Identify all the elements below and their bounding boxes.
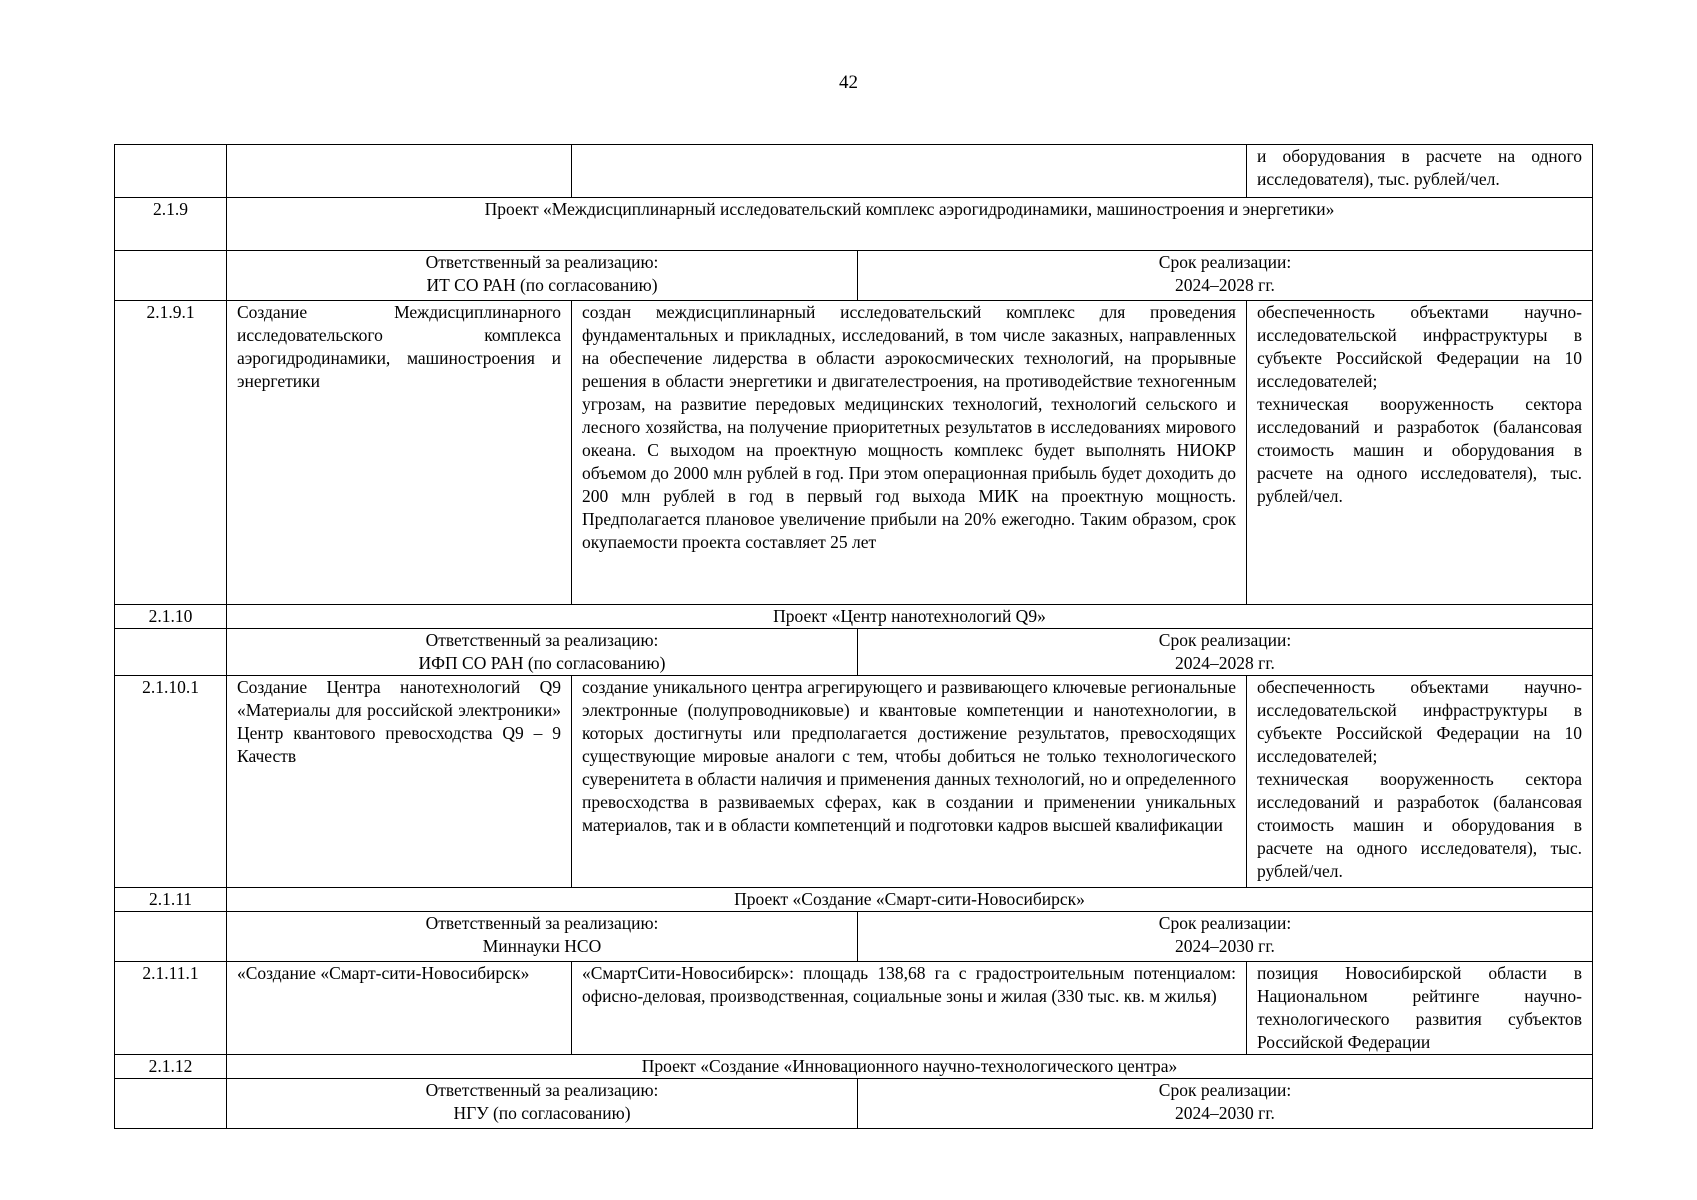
indicator-cell: и оборудования в расчете на одного исследователя), тыс. рублей/чел. — [1247, 145, 1593, 198]
item-indicator: позиция Новосибирской области в Национальном рейтинге научно-технологического развития субъектов Российской Федерации — [1247, 962, 1593, 1055]
term-cell: Срок реализации: 2024–2028 гг. — [858, 629, 1593, 676]
cell-empty — [115, 1079, 227, 1129]
cell-empty — [572, 145, 1247, 198]
term-cell: Срок реализации: 2024–2030 гг. — [858, 1079, 1593, 1129]
item-result: создание уникального центра агрегирующего и развивающего ключевые региональные электронные (полупроводниковые) и квантовые компетенции и нанотехнологии, в которых достигнуты или предполагается достижение результатов, превосходящих существующие мировые аналоги с тем, чтобы добиться не только технологического суверенитета в области наличия и применения данных технологий, но и определенного превосходства в развиваемых сферах, как в создании и применении уникальных материалов, так и в области компетенций и подготовки кадров высшей квалификации — [572, 676, 1247, 888]
table-row — [115, 676, 1593, 888]
item-name: Создание Междисциплинарного исследовательского комплекса аэрогидродинамики, машиностроения и энергетики — [227, 301, 572, 605]
page-number: 42 — [839, 72, 858, 93]
cell-empty — [115, 251, 227, 301]
term-cell: Срок реализации: 2024–2028 гг. — [858, 251, 1593, 301]
cell-empty — [115, 629, 227, 676]
responsibility-row — [115, 251, 1593, 301]
item-name: Создание Центра нанотехнологий Q9 «Материалы для российской электроники» Центр квантового превосходства Q9 – 9 Качеств — [227, 676, 572, 888]
responsibility-row — [115, 912, 1593, 962]
project-title: Проект «Создание «Смарт-сити-Новосибирск» — [227, 888, 1593, 912]
item-indicator: обеспеченность объектами научно-исследовательской инфраструктуры в субъекте Российской Федерации на 10 исследователей; техническая вооруженность сектора исследований и разработок (балансовая стоимость машин и оборудования в расчете на одного исследователя), тыс. рублей/чел. — [1247, 301, 1593, 605]
project-header-row — [115, 1055, 1593, 1079]
item-result: «СмартСити-Новосибирск»: площадь 138,68 га с градостроительным потенциалом: офисно-деловая, производственная, социальные зоны и жилая (330 тыс. кв. м жилья) — [572, 962, 1247, 1055]
item-number: 2.1.9.1 — [115, 301, 227, 605]
cell-empty — [227, 145, 572, 198]
term-cell: Срок реализации: 2024–2030 гг. — [858, 912, 1593, 962]
table-row — [115, 962, 1593, 1055]
program-table — [114, 144, 1593, 1129]
item-name: «Создание «Смарт-сити-Новосибирск» — [227, 962, 572, 1055]
responsible-cell: Ответственный за реализацию: Миннауки НСО — [227, 912, 858, 962]
project-number: 2.1.12 — [115, 1055, 227, 1079]
item-number: 2.1.11.1 — [115, 962, 227, 1055]
table-row — [115, 145, 1593, 198]
item-indicator: обеспеченность объектами научно-исследовательской инфраструктуры в субъекте Российской Федерации на 10 исследователей; техническая вооруженность сектора исследований и разработок (балансовая стоимость машин и оборудования в расчете на одного исследователя), тыс. рублей/чел. — [1247, 676, 1593, 888]
item-number: 2.1.10.1 — [115, 676, 227, 888]
item-result: создан междисциплинарный исследовательский комплекс для проведения фундаментальных и прикладных, исследований, в том числе заказных, направленных на обеспечение лидерства в области аэрокосмических технологий, на прорывные решения в области энергетики и двигателестроения, на противодействие техногенным угрозам, на развитие передовых медицинских технологий, технологий сельского и лесного хозяйства, на получение приоритетных результатов в исследованиях мирового океана. С выходом на проектную мощность комплекс будет выполнять НИОКР объемом до 2000 млн рублей в год. При этом операционная прибыль будет доходить до 200 млн рублей в год в первый год выхода МИК на проектную мощность. Предполагается плановое увеличение прибыли на 20% ежегодно. Таким образом, срок окупаемости проекта составляет 25 лет — [572, 301, 1247, 605]
project-title: Проект «Создание «Инновационного научно-технологического центра» — [227, 1055, 1593, 1079]
project-header-row — [115, 198, 1593, 251]
responsible-cell: Ответственный за реализацию: ИТ СО РАН (по согласованию) — [227, 251, 858, 301]
cell-empty — [115, 912, 227, 962]
responsibility-row — [115, 1079, 1593, 1129]
project-title: Проект «Центр нанотехнологий Q9» — [227, 605, 1593, 629]
responsible-cell: Ответственный за реализацию: НГУ (по согласованию) — [227, 1079, 858, 1129]
project-number: 2.1.9 — [115, 198, 227, 251]
project-number: 2.1.11 — [115, 888, 227, 912]
project-number: 2.1.10 — [115, 605, 227, 629]
responsible-cell: Ответственный за реализацию: ИФП СО РАН (по согласованию) — [227, 629, 858, 676]
cell-empty — [115, 145, 227, 198]
table-row — [115, 301, 1593, 605]
responsibility-row — [115, 629, 1593, 676]
project-header-row — [115, 605, 1593, 629]
project-title: Проект «Междисциплинарный исследовательский комплекс аэрогидродинамики, машиностроения и энергетики» — [227, 198, 1593, 251]
project-header-row — [115, 888, 1593, 912]
